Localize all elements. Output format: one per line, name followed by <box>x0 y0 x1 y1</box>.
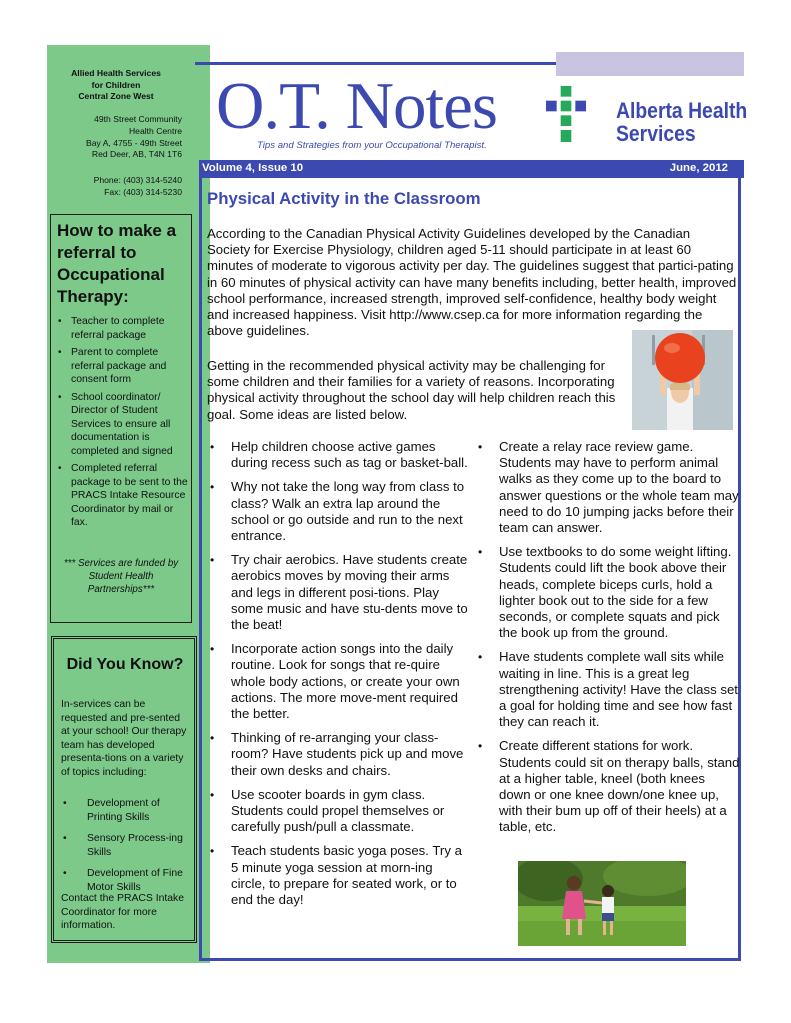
list-item: • Completed referral package to be sent to the PRACS Intake Resource Coordinator by mail or fax. <box>57 462 189 530</box>
ideas-list-left <box>207 439 469 916</box>
list-item: • Help children choose active games during recess such as tag or basket-ball. <box>207 439 469 471</box>
article-headline: Physical Activity in the Classroom <box>207 189 481 208</box>
referral-box <box>50 214 192 623</box>
did-you-know-box <box>51 636 197 943</box>
contact-numbers <box>56 175 182 199</box>
phone-number: Phone: (403) 314-5240 <box>93 175 182 185</box>
organization-address: 49th Street Community Health Centre Bay A, 4755 - 49th Street Red Deer, AB, T4N 1T6 <box>85 114 182 160</box>
list-item: • Teach students basic yoga poses. Try a 5 minute yoga session at morn-ing circle, to prepare for seated work, or to end the day! <box>207 843 469 908</box>
children-running-photo <box>518 861 686 946</box>
header-accent-block <box>556 52 744 76</box>
did-you-know-heading: Did You Know? <box>66 656 184 673</box>
issue-bar <box>199 160 744 178</box>
list-item: • Teacher to complete referral package <box>57 315 189 342</box>
did-you-know-outro: Contact the PRACS Intake Coordinator for more information. <box>61 893 185 931</box>
list-item: • School coordinator/ Director of Student Services to ensure all documentation is completed and signed <box>57 391 189 459</box>
article-paragraph-1: According to the Canadian Physical Activity Guidelines developed by the Canadian Society for Exercise Physiology, children aged 5-11 should participate in at least 60 minutes of moderate to vigorous activity per day. The guidelines suggest that partici-pating in 60 minutes of physical activity can have many benefits including, better health, improved school performance, increased strength, improved self-confidence, healthy body weight and increased happiness. Visit http://www.csep.ca for more information regarding the above guidelines. <box>207 226 737 339</box>
list-item: • Sensory Process-ing Skills <box>61 832 191 859</box>
list-item: • Create a relay race review game. Students may have to perform animal walks as they come up to the board to answer questions or the whole team may need to do 10 jumping jacks before their team can answer. <box>475 439 740 536</box>
logo-text-line1: Alberta Health <box>616 98 748 123</box>
list-item: • Use scooter boards in gym class. Students could propel themselves or carefully push/pull a classmate. <box>207 787 469 836</box>
article-paragraph-2: Getting in the recommended physical activity may be challenging for some children and their families for a variety of reasons. Incorporating physical activity throughout the school day will help children reach this goal. Some ideas are listed below. <box>207 358 616 422</box>
volume-issue: Volume 4, Issue 10 <box>202 162 304 174</box>
funding-note: *** Services are funded by Student Health Partnerships*** <box>63 558 179 595</box>
list-item: • Development of Fine Motor Skills <box>61 867 191 894</box>
alberta-health-logo-icon <box>546 86 586 142</box>
list-item: • Try chair aerobics. Have students create aerobics moves by moving their arms and legs in different posi-tions. Play some music and have stu-dents move to the beat! <box>207 552 469 633</box>
fax-number: Fax: (403) 314-5230 <box>104 186 182 197</box>
issue-date: June, 2012 <box>669 162 728 174</box>
child-with-ball-photo <box>632 330 733 430</box>
newsletter-tagline: Tips and Strategies from your Occupational Therapist. <box>257 140 487 151</box>
list-item: • Incorporate action songs into the daily routine. Look for songs that re-quire whole body actions, or create your own actions. The more move-ment required the better. <box>207 641 469 722</box>
newsletter-title: O.T. Notes <box>216 69 497 143</box>
list-item: • Have students complete wall sits while waiting in line. This is a great leg strengthening activity! Have the class set a goal for holding time and see how fast they can reach it. <box>475 649 740 730</box>
referral-steps <box>57 315 189 534</box>
inservice-topics <box>61 797 191 902</box>
list-item: • Why not take the long way from class to class? Walk an extra lap around the school or go outside and run to the next entrance. <box>207 479 469 544</box>
did-you-know-intro: In-services can be requested and pre-sented at your school! Our therapy team has developed presenta-tions on a variety of topics including: <box>61 699 187 778</box>
organization-name: Allied Health Services for Children Central Zone West <box>71 68 161 101</box>
list-item: • Create different stations for work. Students could sit on therapy balls, stand at a higher table, kneel (both knees down or one knee down/one knee up, with their bum up off of their heels) at a table, etc. <box>475 738 740 835</box>
list-item: • Thinking of re-arranging your class-room? Have students pick up and move their own desks and chairs. <box>207 730 469 779</box>
list-item: • Parent to complete referral package and consent form <box>57 346 189 387</box>
list-item: • Use textbooks to do some weight lifting. Students could lift the book above their heads, complete biceps curls, hold a lighter book out to the side for a few seconds, or complete squats and pick the book up from the ground. <box>475 544 740 641</box>
logo-text-line2: Services <box>616 121 696 146</box>
ideas-list-right <box>475 439 740 844</box>
list-item: • Development of Printing Skills <box>61 797 191 824</box>
referral-heading: How to make a referral to Occupational Therapy: <box>57 221 177 306</box>
